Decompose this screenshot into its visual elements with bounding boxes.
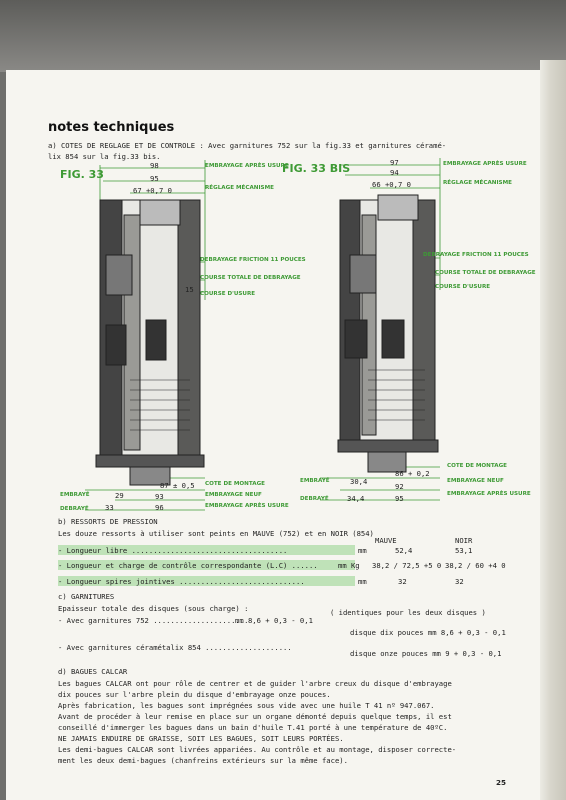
fig33-dim-33: 33 [105, 503, 114, 512]
garnitures-disque-10: disque dix pouces mm 8,6 + 0,3 - 0,1 [350, 628, 506, 637]
garnitures-752-note: ( identiques pour les deux disques ) [330, 608, 486, 617]
fig33bis-label-course-totale: COURSE TOTALE DE DEBRAYAGE [435, 270, 536, 276]
fig33-label-embrayage-neuf: EMBRAYAGE NEUF [205, 492, 262, 498]
row-spires-noir: 32 [455, 577, 464, 586]
fig33bis-label-course-usure: COURSE D'USURE [435, 284, 491, 290]
fig33bis-label-debraye: DEBRAYÉ [300, 496, 329, 502]
fig33-dim-96: 96 [155, 503, 164, 512]
fig33-dim-95: 95 [150, 174, 159, 183]
fig33-label-embrayage-apres-usure-bottom: EMBRAYAGE APRÈS USURE [205, 503, 289, 509]
col-mauve-header: MAUVE [375, 536, 397, 545]
garnitures-752-label: - Avec garnitures 752 ...................... [58, 616, 249, 625]
fig33bis-label-embrayage-neuf: EMBRAYAGE NEUF [447, 478, 504, 484]
garnitures-854-label: - Avec garnitures céramétalix 854 .................... [58, 643, 292, 652]
fig33bis-label-embrayage-apres-usure-bottom: EMBRAYAGE APRÈS USURE [447, 491, 531, 497]
fig33bis-dim-97: 97 [390, 158, 399, 167]
page-number: 25 [496, 778, 507, 787]
ressorts-text: Les douze ressorts à utiliser sont peints en MAUVE (752) et en NOIR (854) [58, 529, 374, 538]
fig33bis-dim-86: 86 + 0,2 [395, 469, 430, 478]
fig33bis-label-debrayage-friction: DEBRAYAGE FRICTION 11 POUCES [423, 252, 529, 258]
bagues-line-1: Les bagues CALCAR ont pour rôle de centrer et de guider l'arbre creux du disque d'embrayage [58, 679, 452, 688]
fig33-dim-67: 67 +0,7 0 [133, 186, 172, 195]
fig33bis-label-embrayage-apres-usure: EMBRAYAGE APRÈS USURE [443, 161, 527, 167]
fig33bis-dim-94: 94 [390, 168, 399, 177]
fig33-label-course-totale: COURSE TOTALE DE DEBRAYAGE [200, 275, 301, 281]
garnitures-752-value: mm 8,6 + 0,3 - 0,1 [235, 616, 313, 625]
row-longueur-libre-unit: mm [358, 546, 367, 555]
fig33-dim-98: 98 [150, 161, 159, 170]
bagues-title: d) BAGUES CALCAR [58, 667, 128, 676]
row-spires-mauve: 32 [398, 577, 407, 586]
bagues-line-3: Après fabrication, les bagues sont imprégnées sous vide avec une huile T 41 nº 947.067. [58, 701, 435, 710]
bagues-line-2: dix pouces sur l'arbre plein du disque d'embrayage onze pouces. [58, 690, 331, 699]
bagues-line-4: Avant de procéder à leur remise en place sur un organe démonté depuis quelque temps, il est [58, 712, 452, 721]
fig33-label-debraye: DEBRAYÉ [60, 506, 89, 512]
row-longueur-charge-unit: mm Kg [338, 561, 360, 570]
row-longueur-charge-mauve: 38,2 / 72,5 +5 0 [372, 561, 442, 570]
fig33bis-title: FIG. 33 BIS [282, 162, 351, 175]
garnitures-disque-11: disque onze pouces mm 9 + 0,3 - 0,1 [350, 649, 502, 658]
fig33-title: FIG. 33 [60, 168, 104, 181]
fig33-label-course-usure: COURSE D'USURE [200, 291, 256, 297]
bagues-line-7: Les demi-bagues CALCAR sont livrées appariées. Au contrôle et au montage, disposer correcte- [58, 745, 457, 754]
col-noir-header: NOIR [455, 536, 473, 545]
fig33-label-embrayage-apres-usure: EMBRAYAGE APRÈS USURE [205, 163, 289, 169]
row-longueur-charge-label: - Longueur et charge de contrôle correspondante (L.C) ...... [58, 561, 318, 570]
fig33-dim-29: 29 [115, 491, 124, 500]
ressorts-title: b) RESSORTS DE PRESSION [58, 517, 158, 526]
fig33-label-debrayage-friction: DEBRAYAGE FRICTION 11 POUCES [200, 257, 306, 263]
fig33-dim-93: 93 [155, 492, 164, 501]
row-longueur-libre-label: - Longueur libre .................................... [58, 546, 288, 555]
garnitures-title: c) GARNITURES [58, 592, 115, 601]
row-spires-label: - Longueur spires jointives ............................. [58, 577, 305, 586]
garnitures-line1: Epaisseur totale des disques (sous charge) : [58, 604, 249, 613]
fig33bis-dim-66: 66 +0,7 0 [372, 180, 411, 189]
fig33-dim-15: 15 [185, 285, 194, 294]
bagues-line-6: NE JAMAIS ENDUIRE DE GRAISSE, SOIT LES BAGUES, SOIT LEURS PORTÉES. [58, 734, 344, 743]
bagues-line-8: ment les deux demi-bagues (chanfreins extérieurs sur la même face). [58, 756, 348, 765]
fig33bis-dim-30-4: 30,4 [350, 477, 368, 486]
page-heading: notes techniques [48, 120, 175, 135]
fig33-label-embraye: EMBRAYÉ [60, 492, 90, 498]
row-longueur-charge-noir: 38,2 / 60 +4 0 [445, 561, 506, 570]
intro-line-1: a) COTES DE REGLAGE ET DE CONTROLE : Avec garnitures 752 sur la fig.33 et garnitures céramé- [48, 141, 447, 150]
fig33-label-reglage: RÉGLAGE MÉCANISME [205, 185, 274, 191]
fig33bis-dim-92: 92 [395, 482, 404, 491]
fig33-label-cote-montage: COTE DE MONTAGE [205, 481, 265, 487]
fig33bis-label-embraye: EMBRAYÉ [300, 478, 330, 484]
row-longueur-libre-mauve: 52,4 [395, 546, 413, 555]
fig33bis-label-cote-montage: COTE DE MONTAGE [447, 463, 507, 469]
fig33bis-label-reglage: RÉGLAGE MÉCANISME [443, 180, 512, 186]
row-longueur-libre-noir: 53,1 [455, 546, 473, 555]
fig33bis-dim-34-4: 34,4 [347, 494, 365, 503]
fig33bis-dim-95: 95 [395, 494, 404, 503]
intro-line-2: lix 854 sur la fig.33 bis. [48, 152, 161, 161]
fig33-dim-87: 87 ± 0,5 [160, 481, 195, 490]
row-spires-unit: mm [358, 577, 367, 586]
bagues-line-5: conseillé d'immerger les bagues dans un bain d'huile T.41 porté à une température de 40ºC. [58, 723, 448, 732]
